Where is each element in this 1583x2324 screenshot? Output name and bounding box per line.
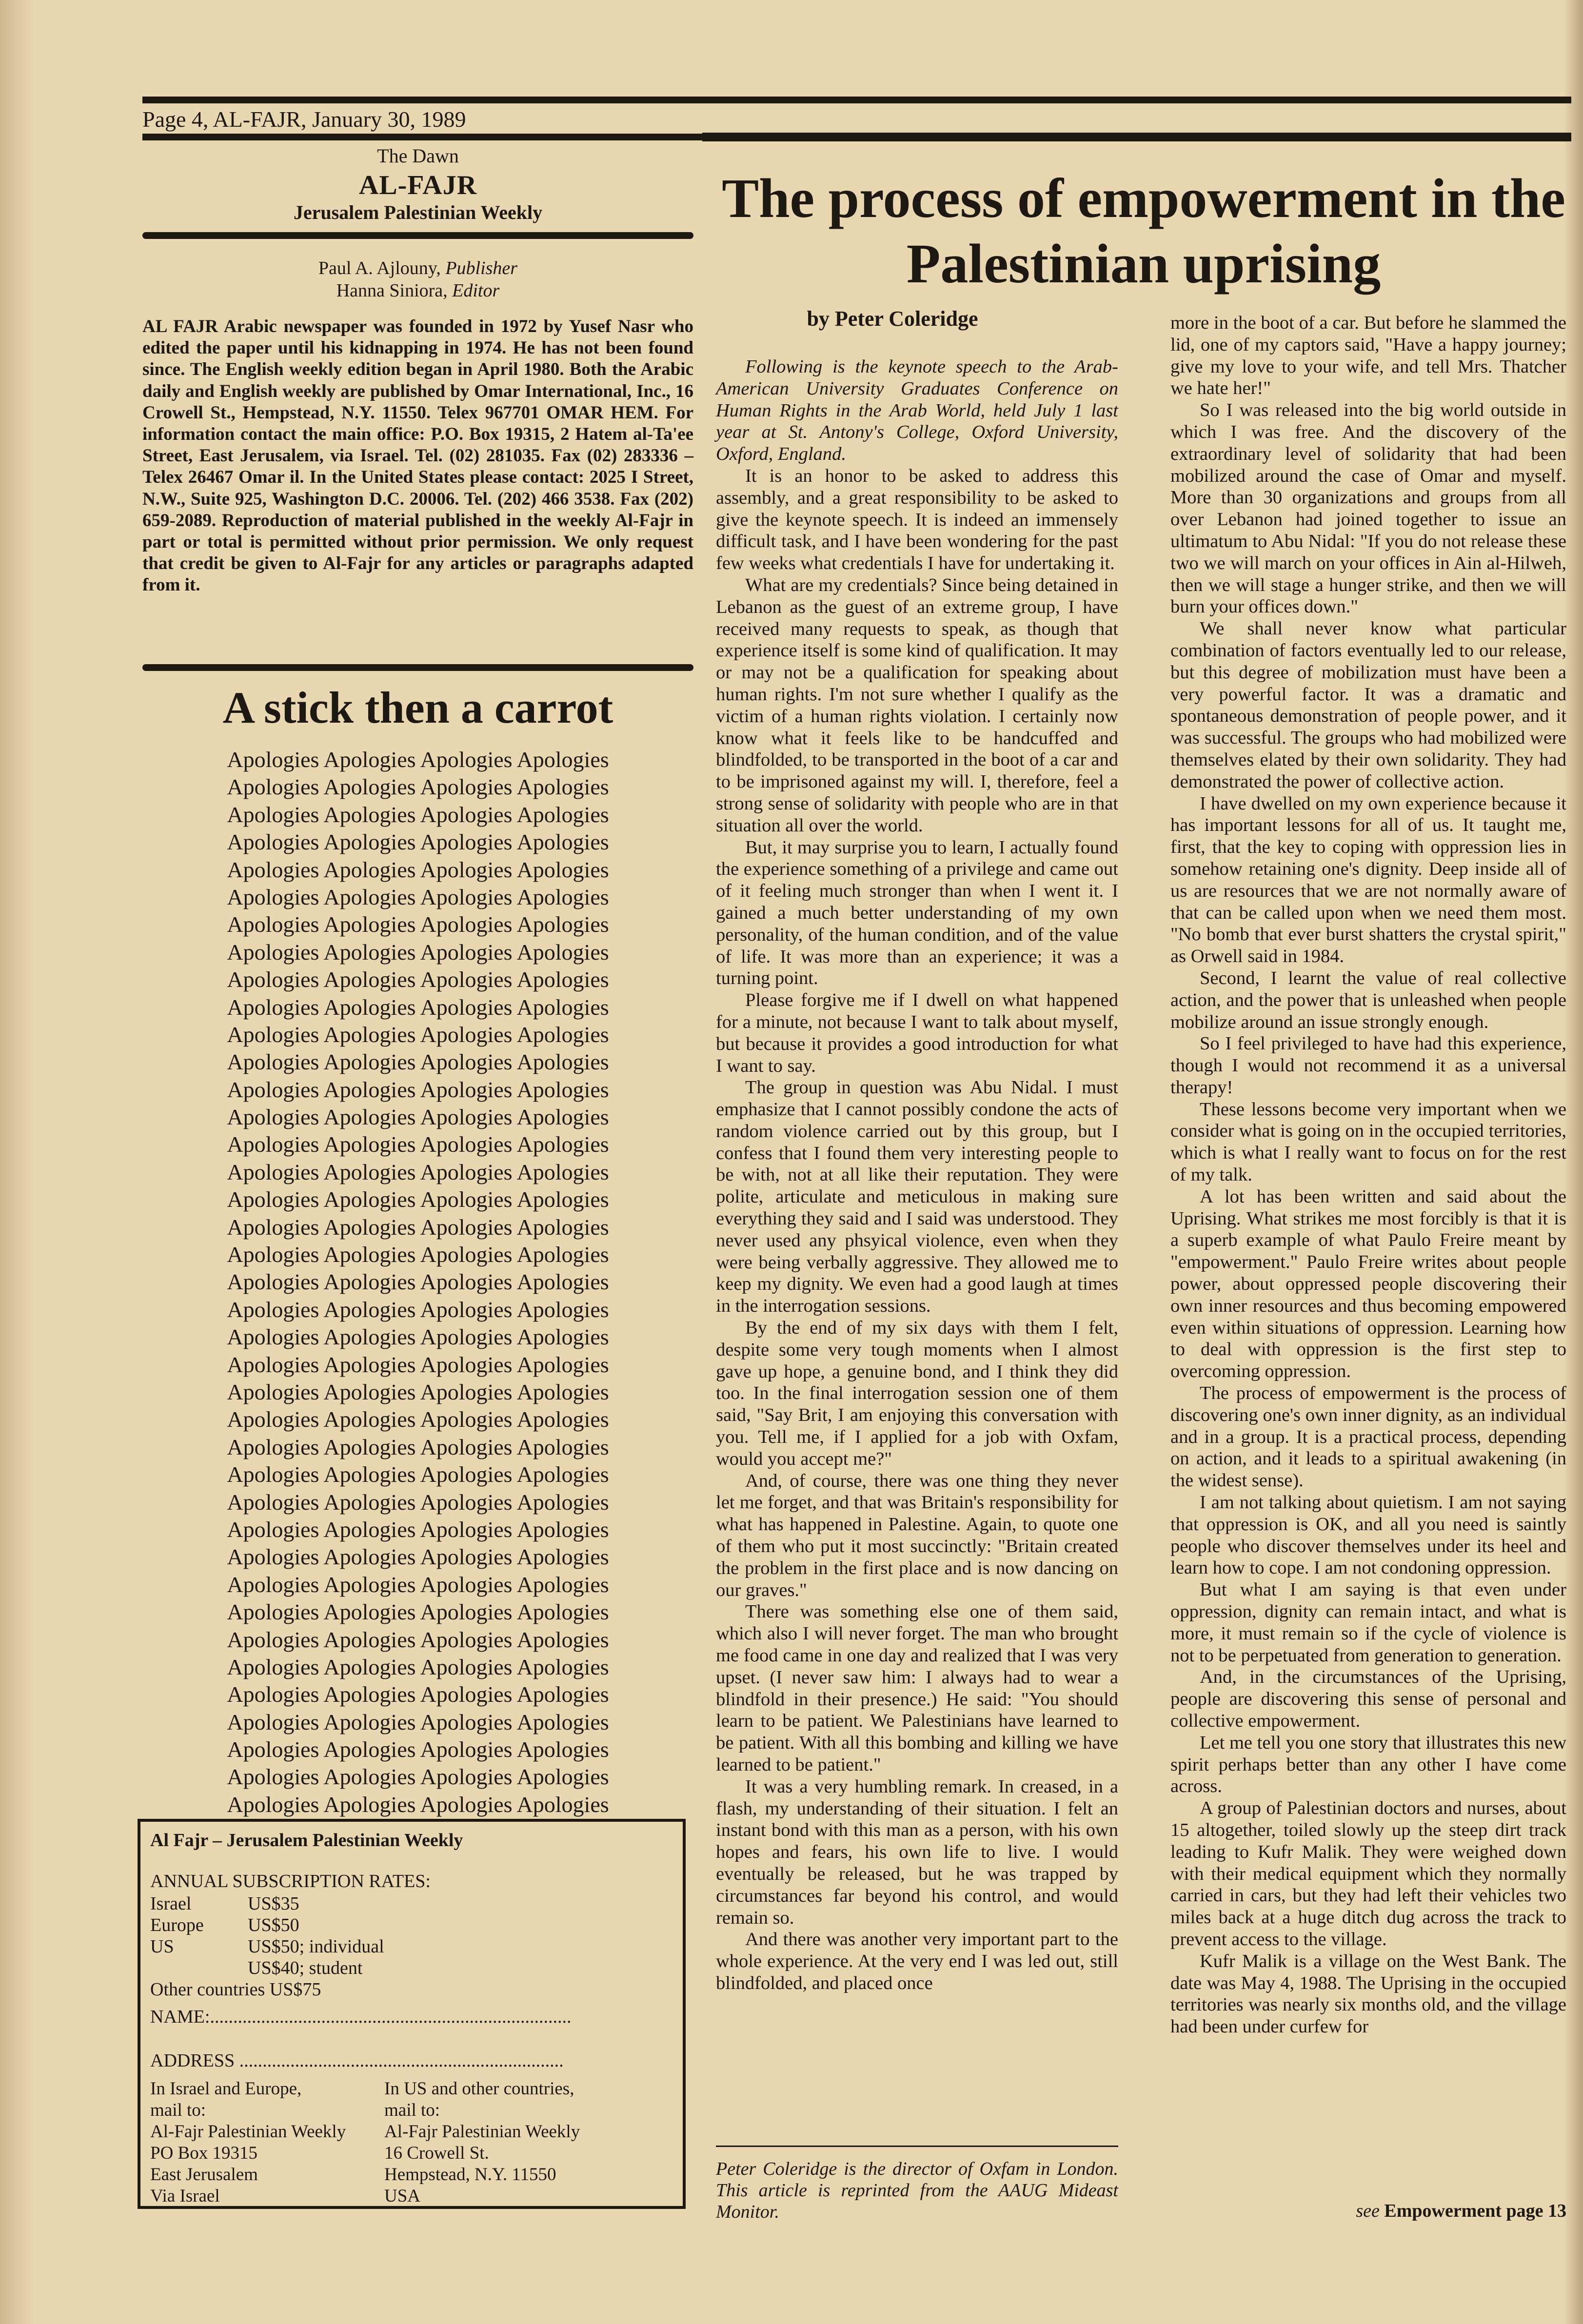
article-paragraph: These lessons become very important when we consider what is going on in the occupied territories, which is what I really want to focus on for the rest of my talk. [1170,1099,1566,1185]
editorial-line: Apologies Apologies Apologies Apologies [227,912,609,937]
editorial-line: Apologies Apologies Apologies Apologies [227,1434,609,1459]
editorial-line: Apologies Apologies Apologies Apologies [227,1297,609,1322]
address-line: 16 Crowell St. [384,2143,489,2163]
article-paragraph: I have dwelled on my own experience because it has important lessons for all of us. It taught me, first, that the key to coping with oppression lies in somehow retaining one's dignity. Deep inside all of us are resources that we are not normally aware of that can be called upon when we need them most. "No bomb that ever burst shatters the crystal spirit," as Orwell said in 1984. [1170,793,1566,967]
article-paragraph: Please forgive me if I dwell on what happened for a minute, not because I want to talk about myself, but because it provides a good introduction for what I want to say. [716,990,1118,1076]
continuation-line [1170,2200,1566,2222]
article-column-middle [716,356,1118,1994]
article-paragraph: more in the boot of a car. But before he slammed the lid, one of my captors said, "Have a happy journey; give my love to your wife, and tell Mrs. Thatcher we hate her!" [1170,313,1566,399]
editorial-line: Apologies Apologies Apologies Apologies [227,1159,609,1184]
address-dots: ...................................................................... [239,2050,564,2071]
address-line: East Jerusalem [150,2165,258,2185]
rate-row [150,1936,384,1957]
address-label: ADDRESS [150,2050,235,2071]
editorial-line: Apologies Apologies Apologies Apologies [227,1737,609,1762]
article-paragraph: I am not talking about quietism. I am not saying that oppression is OK, and all you need is saintly people who discover themselves under its heel and learn how to cope. I am not condoning oppression. [1170,1492,1566,1578]
name-label: NAME: [150,2007,210,2027]
name-dots: .............................................................................. [210,2007,572,2027]
editorial-line: Apologies Apologies Apologies Apologies [227,774,609,800]
article-paragraph: Kufr Malik is a village on the West Bank. The date was May 4, 1988. The Uprising in the occupied territories was nearly six months old, and the village had been under curfew for [1170,1950,1566,2037]
mailing-address-us [384,2078,580,2207]
rate-price: US$40; student [248,1958,363,1978]
editorial-line: Apologies Apologies Apologies Apologies [227,1187,609,1212]
editorial-line: Apologies Apologies Apologies Apologies [227,829,609,855]
editorial-line: Apologies Apologies Apologies Apologies [227,884,609,909]
editor-credit [142,280,693,301]
article-paragraph: A lot has been written and said about the Uprising. What strikes me most forcibly is that it is a superb example of what Paulo Freire meant by "empowerment." Paulo Freire writes about people power, about oppressed people discovering their own inner resources and thus becoming empowered even within situations of oppression. Learning how to deal with oppression is the first step to overcoming oppression. [1170,1186,1566,1382]
editorial-line: Apologies Apologies Apologies Apologies [227,1379,609,1404]
address-line: mail to: [150,2100,206,2120]
rate-price: US$35 [248,1893,299,1914]
address-field[interactable] [150,2050,564,2071]
article-paragraph: What are my credentials? Since being detained in Lebanon as the guest of an extreme group, I have received many requests to speak, as though that experience itself is some kind of qualification. It may or may not be a qualification for speaking about human rights. I'm not sure whether I qualify as the victim of a human rights violation. I certainly now know what it feels like to be handcuffed and blindfolded, to be transported in the boot of a car and to be imprisoned against my will. I, therefore, feel a strong sense of solidarity with people who are in that situation all over the world. [716,574,1118,836]
rate-row [150,1893,299,1914]
editorial-line: Apologies Apologies Apologies Apologies [227,1242,609,1267]
article-intro: Following is the keynote speech to the Arab-American University Graduates Conference on Human Rights in the Arab World, held July 1 last year at St. Antony's College, Oxford University, Oxford, England. [716,356,1118,465]
editorial-line: Apologies Apologies Apologies Apologies [227,1682,609,1707]
article-paragraph: A group of Palestinian doctors and nurses, about 15 altogether, toiled slowly up the steep dirt track leading to Kufr Malik. They were weighed down with their medical equipment which they normally carried in cars, but they had left their vehicles two miles back at a huge ditch dug across the track to prevent access to the village. [1170,1798,1566,1950]
editorial-line: Apologies Apologies Apologies Apologies [227,747,609,772]
editorial-line: Apologies Apologies Apologies Apologies [227,1764,609,1790]
article-paragraph: And, in the circumstances of the Uprising, people are discovering this sense of personal and collective empowerment. [1170,1667,1566,1731]
editorial-line: Apologies Apologies Apologies Apologies [227,1572,609,1597]
editorial-line: Apologies Apologies Apologies Apologies [227,994,609,1020]
address-line: Via Israel [150,2186,220,2206]
rate-row [150,1914,299,1936]
article-paragraph: And, of course, there was one thing they never let me forget, and that was Britain's responsibility for what has happened in Palestine. Again, to quote one of them who put it most succinctly: "Britain created the problem in the first place and is now dancing on our graves." [716,1470,1118,1600]
article-paragraph: By the end of my six days with them I felt, despite some very tough moments when I almost gave up hope, a genuine bond, and I think they did too. In the final interrogation session one of them said, "Say Brit, I am enjoying this conversation with you. Tell me, if I applied for a job with Oxfam, would you accept me?" [716,1318,1118,1469]
article-paragraph: So I feel privileged to have had this experience, though I would not recommend it as a universal therapy! [1170,1033,1566,1098]
page-gutter-shadow [0,0,34,2324]
editorial-line: Apologies Apologies Apologies Apologies [227,1489,609,1515]
editorial-line: Apologies Apologies Apologies Apologies [227,1104,609,1130]
editorial-rule [142,664,693,671]
article-paragraph: But what I am saying is that even under oppression, dignity can remain intact, and what is more, it must remain so if the cycle of violence is not to be perpetuated from generation to generation. [1170,1579,1566,1666]
editorial-line: Apologies Apologies Apologies Apologies [227,1407,609,1432]
page-folio: Page 4, AL-FAJR, January 30, 1989 [142,107,466,132]
rate-price: US$50 [248,1915,299,1935]
editor-name: Hanna Siniora, [336,280,448,301]
publisher-name: Paul A. Ajlouny, [318,258,441,278]
editorial-line: Apologies Apologies Apologies Apologies [227,1544,609,1570]
editorial-line: Apologies Apologies Apologies Apologies [227,1627,609,1652]
article-headline: The process of empowerment in the Palestinian uprising [722,167,1565,295]
editorial-line: Apologies Apologies Apologies Apologies [227,1654,609,1679]
article-paragraph: So I was released into the big world outside in which I was free. And the discovery of the extraordinary level of solidarity that had been mobilized around the case of Omar and myself. More than 30 organizations and groups from all over Lebanon had joined together to issue an ultimatum to Abu Nidal: "If you do not release these two we will march on your offices in Ain al-Hilweh, then we will stage a hunger strike, and then we will burn your offices down." [1170,400,1566,617]
address-line: In US and other countries, [384,2079,574,2099]
editorial-line: Apologies Apologies Apologies Apologies [227,1599,609,1625]
article-paragraph: The group in question was Abu Nidal. I must emphasize that I cannot possibly condone the acts of random violence carried out by this group, but I confess that I found them very interesting people to be with, not at all like their reputation. They were polite, articulate and meticulous in making sure everything they said and I said was understood. They never used any phsyical violence, even when they were being verbally aggressive. They allowed me to keep my dignity. We even had a good laugh at times in the interrogation sessions. [716,1077,1118,1317]
rate-country: Europe [150,1915,204,1935]
publisher-credit [142,257,693,279]
subscription-box [138,1819,686,2209]
bio-rule [716,2146,1118,2147]
article-paragraph: It was a very humbling remark. In creased, in a flash, my understanding of their situation. I felt an instant bond with this man as a person, with his own hopes and fears, his own life to live. I would eventually be released, but he was trapped by circumstances far beyond his control, and would remain so. [716,1776,1118,1928]
other-countries-rate: Other countries US$75 [150,1979,321,2000]
editorial-line: Apologies Apologies Apologies Apologies [227,1709,609,1734]
article-paragraph: It is an honor to be asked to address this assembly, and a great responsibility to be asked to give the keynote speech. It is indeed an immensely difficult task, and I have been wondering for the past few weeks what credentials I have for undertaking it. [716,465,1118,574]
rate-country: Israel [150,1893,192,1914]
masthead-name: AL-FAJR [358,170,477,200]
editorial-line: Apologies Apologies Apologies Apologies [227,1462,609,1487]
editorial-body [142,746,693,1818]
editor-role: Editor [452,280,500,301]
name-field[interactable] [150,2006,571,2028]
jump-target: Empowerment page 13 [1384,2201,1566,2221]
editorial-line: Apologies Apologies Apologies Apologies [227,1214,609,1240]
masthead-dawn: The Dawn [377,145,459,167]
editorial-line: Apologies Apologies Apologies Apologies [227,802,609,827]
masthead-subtitle: Jerusalem Palestinian Weekly [293,201,543,223]
subscription-title: Al Fajr – Jerusalem Palestinian Weekly [150,1830,463,1851]
editorial-line: Apologies Apologies Apologies Apologies [227,967,609,992]
article-paragraph: And there was another very important part to the whole experience. At the very end I was led out, still blindfolded, and placed once [716,1929,1118,1993]
address-line: In Israel and Europe, [150,2079,302,2099]
article-column-right [1170,312,1566,2038]
rate-price: US$50; individual [248,1936,384,1957]
jump-prefix: see [1356,2201,1380,2221]
address-line: USA [384,2186,421,2206]
editorial-line: Apologies Apologies Apologies Apologies [227,1132,609,1157]
article-paragraph: But, it may surprise you to learn, I actually found the experience something of a privilege and came out of it feeling much stronger than when I went it. I gained a much better understanding of my own personality, of the human condition, and of the value of life. It was more than an experience; it was a turning point. [716,837,1118,989]
article-byline: by Peter Coleridge [807,307,978,331]
masthead-about-text: AL FAJR Arabic newspaper was founded in 1972 by Yusef Nasr who edited the paper until his kidnapping in 1974. He has not been found since. The English weekly edition began in April 1980. Both the Arabic daily and English weekly are published by Omar International, Inc., 16 Crowell St., Hempstead, N.Y. 11550. Telex 967701 OMAR HEM. For information contact the main office: P.O. Box 19315, 2 Hatem al-Ta'ee Street, East Jerusalem, via Israel. Tel. (02) 281035. Fax (02) 283336 – Telex 26467 Omar il. In the United States please contact: 2025 I Street, N.W., Suite 925, Washington D.C. 20006. Tel. (202) 466 3538. Fax (202) 659-2089. Reproduction of material published in the weekly Al-Fajr in part or total is permitted without prior permission. We only request that credit be given to Al-Fajr for any articles or paragraphs adapted from it. [142,316,693,595]
article-paragraph: There was something else one of them said, which also I will never forget. The man who brought me food came in one day and realized that I was very upset. (I never saw him: I always had to wear a blindfold in their presence.) He said: "You should learn to be patient. We Palestinians have learned to be patient. With all this bombing and killing we have learned to be patient." [716,1601,1118,1775]
rate-row [150,1957,362,1979]
top-rule [142,97,1571,103]
author-bio: Peter Coleridge is the director of Oxfam in London. This article is reprinted from the AAUG Mideast Monitor. [716,2159,1118,2222]
rate-country: US [150,1936,174,1957]
subscription-rates-title: ANNUAL SUBSCRIPTION RATES: [150,1871,431,1891]
address-line: mail to: [384,2100,440,2120]
address-line: Hempstead, N.Y. 11550 [384,2165,556,2185]
editorial-headline: A stick then a carrot [222,683,613,732]
publisher-role: Publisher [445,258,518,278]
address-line: Al-Fajr Palestinian Weekly [150,2122,346,2142]
article-paragraph: Let me tell you one story that illustrates this new spirit perhaps better than any other I have come across. [1170,1732,1566,1797]
editorial-line: Apologies Apologies Apologies Apologies [227,939,609,965]
editorial-line: Apologies Apologies Apologies Apologies [227,1022,609,1047]
article-paragraph: We shall never know what particular combination of factors eventually led to our release, but this degree of mobilization must have been a very powerful factor. It was a dramatic and spontaneous demonstration of people power, and it was successful. The groups who had mobilized were themselves elated by their own solidarity. They had demonstrated the power of collective action. [1170,618,1566,792]
address-line: Al-Fajr Palestinian Weekly [384,2122,580,2142]
editorial-line: Apologies Apologies Apologies Apologies [227,1324,609,1350]
editorial-line: Apologies Apologies Apologies Apologies [227,1792,609,1817]
editorial-line: Apologies Apologies Apologies Apologies [227,1352,609,1377]
editorial-line: Apologies Apologies Apologies Apologies [227,1049,609,1075]
editorial-line: Apologies Apologies Apologies Apologies [227,857,609,882]
article-top-rule [702,133,1571,141]
mailing-address-israel-europe [150,2078,346,2207]
address-line: PO Box 19315 [150,2143,257,2163]
masthead-rule [142,232,693,239]
editorial-line: Apologies Apologies Apologies Apologies [227,1269,609,1295]
article-paragraph: The process of empowerment is the process of discovering one's own inner dignity, as an individual and in a group. It is a practical process, depending on action, and it leads to a spiritual awakening (in the widest sense). [1170,1383,1566,1491]
editorial-line: Apologies Apologies Apologies Apologies [227,1077,609,1102]
article-paragraph: Second, I learnt the value of real collective action, and the power that is unleashed when people mobilize around an issue strongly enough. [1170,967,1566,1032]
editorial-line: Apologies Apologies Apologies Apologies [227,1517,609,1542]
page-edge-shadow [1563,0,1583,2324]
